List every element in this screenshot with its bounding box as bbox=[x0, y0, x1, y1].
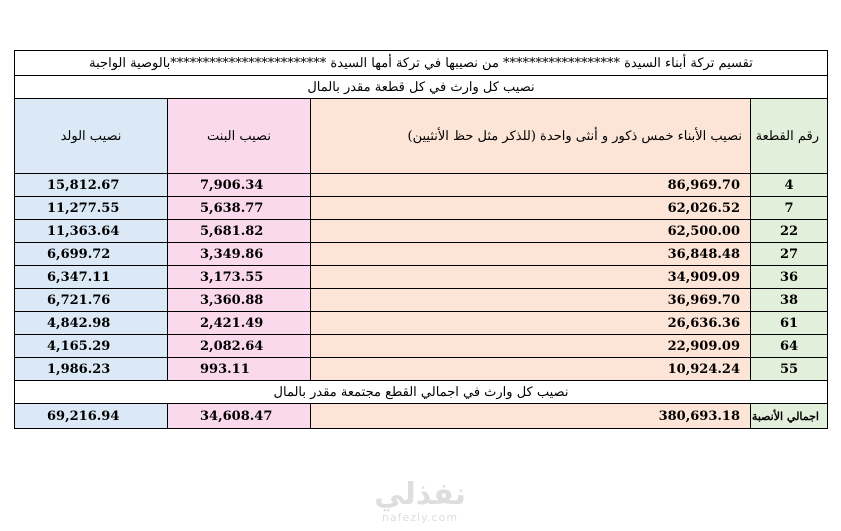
watermark-arabic: نفذلي bbox=[374, 477, 466, 512]
daughter-share-cell: 7,906.34 bbox=[168, 174, 311, 197]
watermark-logo bbox=[365, 478, 475, 524]
table-row bbox=[15, 174, 828, 197]
son-share-cell: 6,347.11 bbox=[15, 266, 168, 289]
son-share-cell: 11,277.55 bbox=[15, 197, 168, 220]
table-title: تقسيم تركة أبناء السيدة ****************** من نصيبها في تركة أمها السيدة ************************بالوصية الواجبة bbox=[15, 51, 828, 76]
table-row bbox=[15, 312, 828, 335]
total-son-share: 69,216.94 bbox=[15, 404, 168, 429]
children-share-cell: 36,969.70 bbox=[311, 289, 751, 312]
daughter-share-cell: 3,349.86 bbox=[168, 243, 311, 266]
children-share-cell: 10,924.24 bbox=[311, 358, 751, 381]
table-row bbox=[15, 289, 828, 312]
totals-label: اجمالي الأنصبة bbox=[751, 404, 828, 429]
son-share-cell: 15,812.67 bbox=[15, 174, 168, 197]
totals-row bbox=[15, 404, 828, 429]
header-daughter-share: نصيب البنت bbox=[168, 99, 311, 174]
son-share-cell: 1,986.23 bbox=[15, 358, 168, 381]
children-share-cell: 34,909.09 bbox=[311, 266, 751, 289]
header-children-share: نصيب الأبناء خمس ذكور و أنثى واحدة (للذكر مثل حظ الأنثيين) bbox=[311, 99, 751, 174]
daughter-share-cell: 2,082.64 bbox=[168, 335, 311, 358]
table-row bbox=[15, 335, 828, 358]
children-share-cell: 62,500.00 bbox=[311, 220, 751, 243]
children-share-cell: 86,969.70 bbox=[311, 174, 751, 197]
children-share-cell: 26,636.36 bbox=[311, 312, 751, 335]
son-share-cell: 11,363.64 bbox=[15, 220, 168, 243]
son-share-cell: 4,165.29 bbox=[15, 335, 168, 358]
header-son-share: نصيب الولد bbox=[15, 99, 168, 174]
table-row bbox=[15, 266, 828, 289]
daughter-share-cell: 993.11 bbox=[168, 358, 311, 381]
total-daughter-share: 34,608.47 bbox=[168, 404, 311, 429]
table-row bbox=[15, 197, 828, 220]
children-share-cell: 36,848.48 bbox=[311, 243, 751, 266]
children-share-cell: 22,909.09 bbox=[311, 335, 751, 358]
plot-number-cell: 55 bbox=[751, 358, 828, 381]
son-share-cell: 6,699.72 bbox=[15, 243, 168, 266]
plot-number-cell: 38 bbox=[751, 289, 828, 312]
header-row bbox=[15, 99, 828, 174]
inheritance-table bbox=[14, 50, 828, 429]
daughter-share-cell: 5,638.77 bbox=[168, 197, 311, 220]
daughter-share-cell: 3,173.55 bbox=[168, 266, 311, 289]
daughter-share-cell: 5,681.82 bbox=[168, 220, 311, 243]
plot-number-cell: 22 bbox=[751, 220, 828, 243]
plot-number-cell: 7 bbox=[751, 197, 828, 220]
plot-number-cell: 64 bbox=[751, 335, 828, 358]
header-plot-number: رقم القطعة bbox=[751, 99, 828, 174]
watermark-latin: nafezly.com bbox=[381, 511, 459, 524]
table-row bbox=[15, 243, 828, 266]
son-share-cell: 4,842.98 bbox=[15, 312, 168, 335]
plot-number-cell: 27 bbox=[751, 243, 828, 266]
plot-number-cell: 4 bbox=[751, 174, 828, 197]
total-children-share: 380,693.18 bbox=[311, 404, 751, 429]
daughter-share-cell: 3,360.88 bbox=[168, 289, 311, 312]
plot-number-cell: 36 bbox=[751, 266, 828, 289]
subtitle-per-plot: نصيب كل وارث في كل قطعة مقدر بالمال bbox=[15, 76, 828, 99]
table-row bbox=[15, 220, 828, 243]
son-share-cell: 6,721.76 bbox=[15, 289, 168, 312]
children-share-cell: 62,026.52 bbox=[311, 197, 751, 220]
table-row bbox=[15, 358, 828, 381]
plot-number-cell: 61 bbox=[751, 312, 828, 335]
daughter-share-cell: 2,421.49 bbox=[168, 312, 311, 335]
subtitle-totals: نصيب كل وارث في اجمالي القطع مجتمعة مقدر بالمال bbox=[15, 381, 828, 404]
